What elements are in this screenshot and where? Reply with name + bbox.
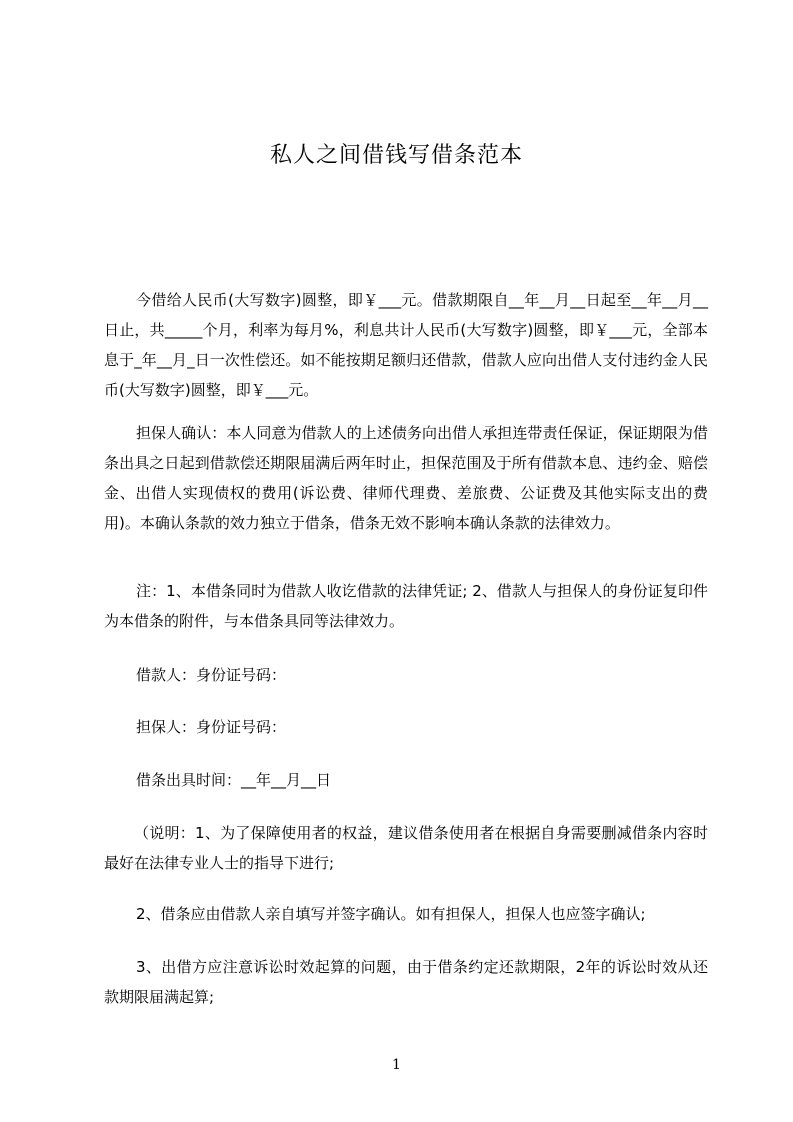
explanation-item-3: 3、出借方应注意诉讼时效起算的问题，由于借条约定还款期限，2年的诉讼时效从还款期限届满起算; [104,958,708,1006]
issue-date-line: 借条出具时间：__年__月__日 [136,771,332,789]
borrower-line: 借款人：身份证号码： [136,666,287,684]
loan-paragraph: 今借给人民币(大写数字)圆整，即￥___元。借款期限自__年__月__日起至__年__月__日止，共_____个月，利率为每月%，利息共计人民币(大写数字)圆整，即￥___元，全部本息于_年__月_日一次性偿还。如不能按期足额归还借款，借款人应向出借人支付违约金人民币(大写数字)圆整，即￥___元。 [104,291,708,399]
guarantor-confirmation-paragraph: 担保人确认：本人同意为借款人的上述债务向出借人承担连带责任保证，保证期限为借条出具之日起到借款偿还期限届满后两年时止，担保范围及于所有借款本息、违约金、赔偿金、出借人实现债权的费用(诉讼费、律师代理费、差旅费、公证费及其他实际支出的费用)。本确认条款的效力独立于借条，借条无效不影响本确认条款的法律效力。 [104,424,708,532]
explanation-item-1: （说明：1、为了保障使用者的权益，建议借条使用者在根据自身需要删减借条内容时最好在法律专业人士的指导下进行; [104,824,708,872]
document-title: 私人之间借钱写借条范本 [269,143,523,168]
explanation-item-2: 2、借条应由借款人亲自填写并签字确认。如有担保人，担保人也应签字确认; [136,905,646,923]
guarantor-line: 担保人：身份证号码： [136,718,287,736]
note-paragraph: 注：1、本借条同时为借款人收讫借款的法律凭证; 2、借款人与担保人的身份证复印件为本借条的附件，与本借条具同等法律效力。 [104,582,708,630]
page-number: 1 [392,1057,401,1073]
